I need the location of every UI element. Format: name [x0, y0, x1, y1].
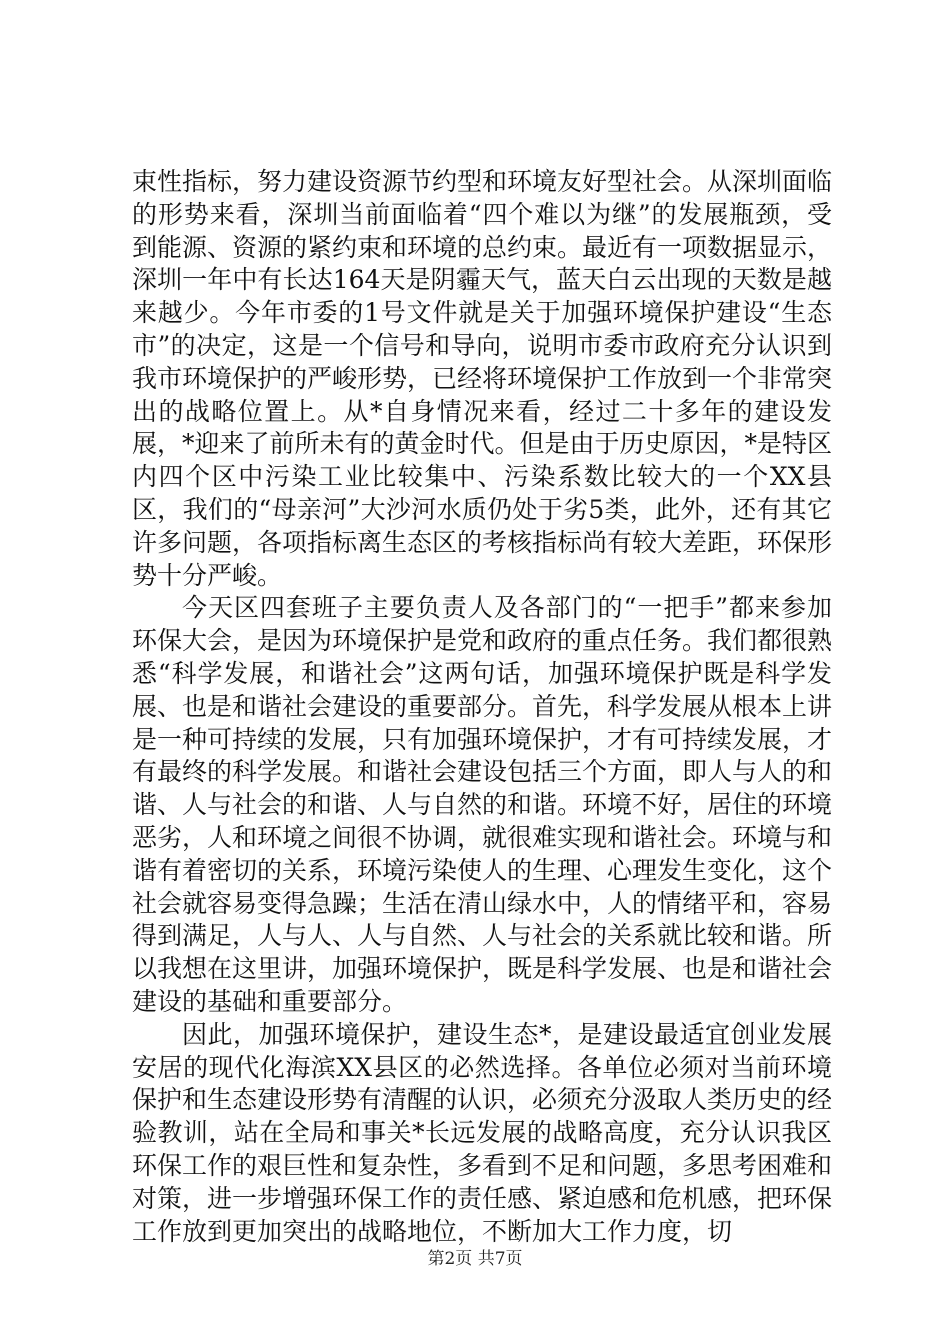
paragraph-1: 束性指标，努力建设资源节约型和环境友好型社会。从深圳面临的形势来看，深圳当前面临着“四个难以为继”的发展瓶颈，受到能源、资源的紧约束和环境的总约束。最近有一项数据显示，深圳一年中有长达164天是阴霾天气，蓝天白云出现的天数是越来越少。今年市委的1号文件就是关于加强环境保护建设“生态市”的决定，这是一个信号和导向，说明市委市政府充分认识到我市环境保护的严峻形势，已经将环境保护工作放到一个非常突出的战略位置上。从*自身情况来看，经过二十多年的建设发展，*迎来了前所未有的黄金时代。但是由于历史原因，*是特区内四个区中污染工业比较集中、污染系数比较大的一个XX县区，我们的“母亲河”大沙河水质仍处于劣5类，此外，还有其它许多问题，各项指标离生态区的考核指标尚有较大差距，环保形势十分严峻。 — [132, 167, 833, 590]
page-number-footer: 第2页 共7页 — [427, 1249, 523, 1269]
document-body — [132, 166, 832, 1248]
paragraph-2: 今天区四套班子主要负责人及各部门的“一把手”都来参加环保大会，是因为环境保护是党和政府的重点任务。我们都很熟悉“科学发展，和谐社会”这两句话，加强环境保护既是科学发展、也是和谐社会建设的重要部分。首先，科学发展从根本上讲是一种可持续的发展，只有加强环境保护，才有可持续发展，才有最终的科学发展。和谐社会建设包括三个方面，即人与人的和谐、人与社会的和谐、人与自然的和谐。环境不好，居住的环境恶劣，人和环境之间很不协调，就很难实现和谐社会。环境与和谐有着密切的关系，环境污染使人的生理、心理发生变化，这个社会就容易变得急躁；生活在清山绿水中，人的情绪平和，容易得到满足，人与人、人与自然、人与社会的关系就比较和谐。所以我想在这里讲，加强环境保护，既是科学发展、也是和谐社会建设的基础和重要部分。 — [132, 593, 833, 1016]
paragraph-3: 因此，加强环境保护，建设生态*，是建设最适宜创业发展安居的现代化海滨XX县区的必然选择。各单位必须对当前环境保护和生态建设形势有清醒的认识，必须充分汲取人类历史的经验教训，站在全局和事关*长远发展的战略高度，充分认识我区环保工作的艰巨性和复杂性，多看到不足和问题，多思考困难和对策，进一步增强环保工作的责任感、紧迫感和危机感，把环保工作放到更加突出的战略地位，不断加大工作力度，切 — [132, 1019, 833, 1246]
